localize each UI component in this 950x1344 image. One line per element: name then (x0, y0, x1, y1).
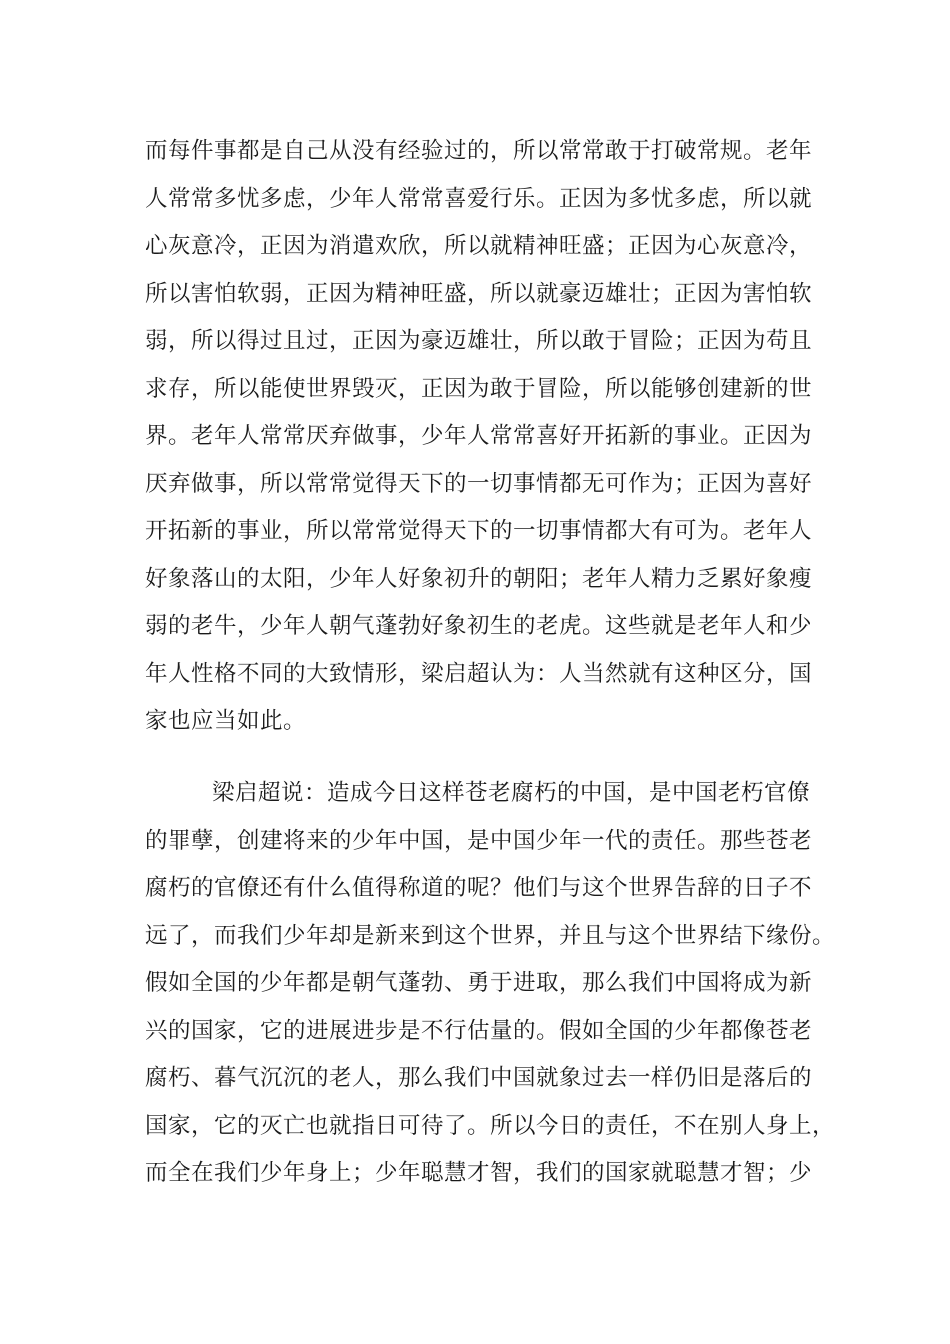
paragraph-line: 假如全国的少年都是朝气蓬勃、勇于进取，那么我们中国将成为新 (145, 970, 813, 996)
paragraph-line: 人常常多忧多虑，少年人常常喜爱行乐。正因为多忧多虑，所以就 (145, 185, 813, 212)
paragraph-line: 厌弃做事，所以常常觉得天下的一切事情都无可作为；正因为喜好 (145, 470, 813, 497)
paragraph-line: 的罪孽，创建将来的少年中国，是中国少年一代的责任。那些苍老 (145, 827, 813, 854)
paragraph-line: 梁启超说：造成今日这样苍老腐朽的中国，是中国老朽官僚 (212, 780, 811, 806)
paragraph-line: 腐朽的官僚还有什么值得称道的呢？他们与这个世界告辞的日子不 (145, 875, 813, 901)
paragraph-line: 腐朽、暮气沉沉的老人，那么我们中国就象过去一样仍旧是落后的 (145, 1065, 813, 1091)
paragraph-line: 国家，它的灭亡也就指日可待了。所以今日的责任，不在别人身上， (145, 1112, 836, 1139)
paragraph-line: 家也应当如此。 (145, 708, 307, 734)
paragraph-line: 开拓新的事业，所以常常觉得天下的一切事情都大有可为。老年人 (145, 518, 813, 544)
paragraph-line: 求存，所以能使世界毁灭，正因为敢于冒险，所以能够创建新的世 (145, 375, 813, 402)
paragraph-line: 弱，所以得过且过，正因为豪迈雄壮，所以敢于冒险；正因为苟且 (145, 328, 813, 354)
paragraph-line: 所以害怕软弱，正因为精神旺盛，所以就豪迈雄壮；正因为害怕软 (145, 280, 813, 307)
paragraph-line: 而全在我们少年身上；少年聪慧才智，我们的国家就聪慧才智；少 (145, 1160, 813, 1186)
paragraph-line: 好象落山的太阳，少年人好象初升的朝阳；老年人精力乏累好象瘦 (145, 565, 813, 592)
paragraph-line: 远了，而我们少年却是新来到这个世界，并且与这个世界结下缘份。 (145, 922, 836, 949)
paragraph-line: 而每件事都是自己从没有经验过的，所以常常敢于打破常规。老年 (145, 138, 813, 164)
paragraph-line: 年人性格不同的大致情形，梁启超认为：人当然就有这种区分，国 (145, 660, 813, 687)
paragraph-line: 兴的国家，它的进展进步是不行估量的。假如全国的少年都像苍老 (145, 1017, 813, 1044)
paragraph-1 (145, 128, 825, 746)
paragraph-2 (145, 770, 836, 1198)
paragraph-line: 心灰意冷，正因为消遣欢欣，所以就精神旺盛；正因为心灰意冷， (145, 233, 813, 259)
paragraph-line: 弱的老牛，少年人朝气蓬勃好象初生的老虎。这些就是老年人和少 (145, 613, 813, 639)
paragraph-line: 界。老年人常常厌弃做事，少年人常常喜好开拓新的事业。正因为 (145, 423, 813, 449)
